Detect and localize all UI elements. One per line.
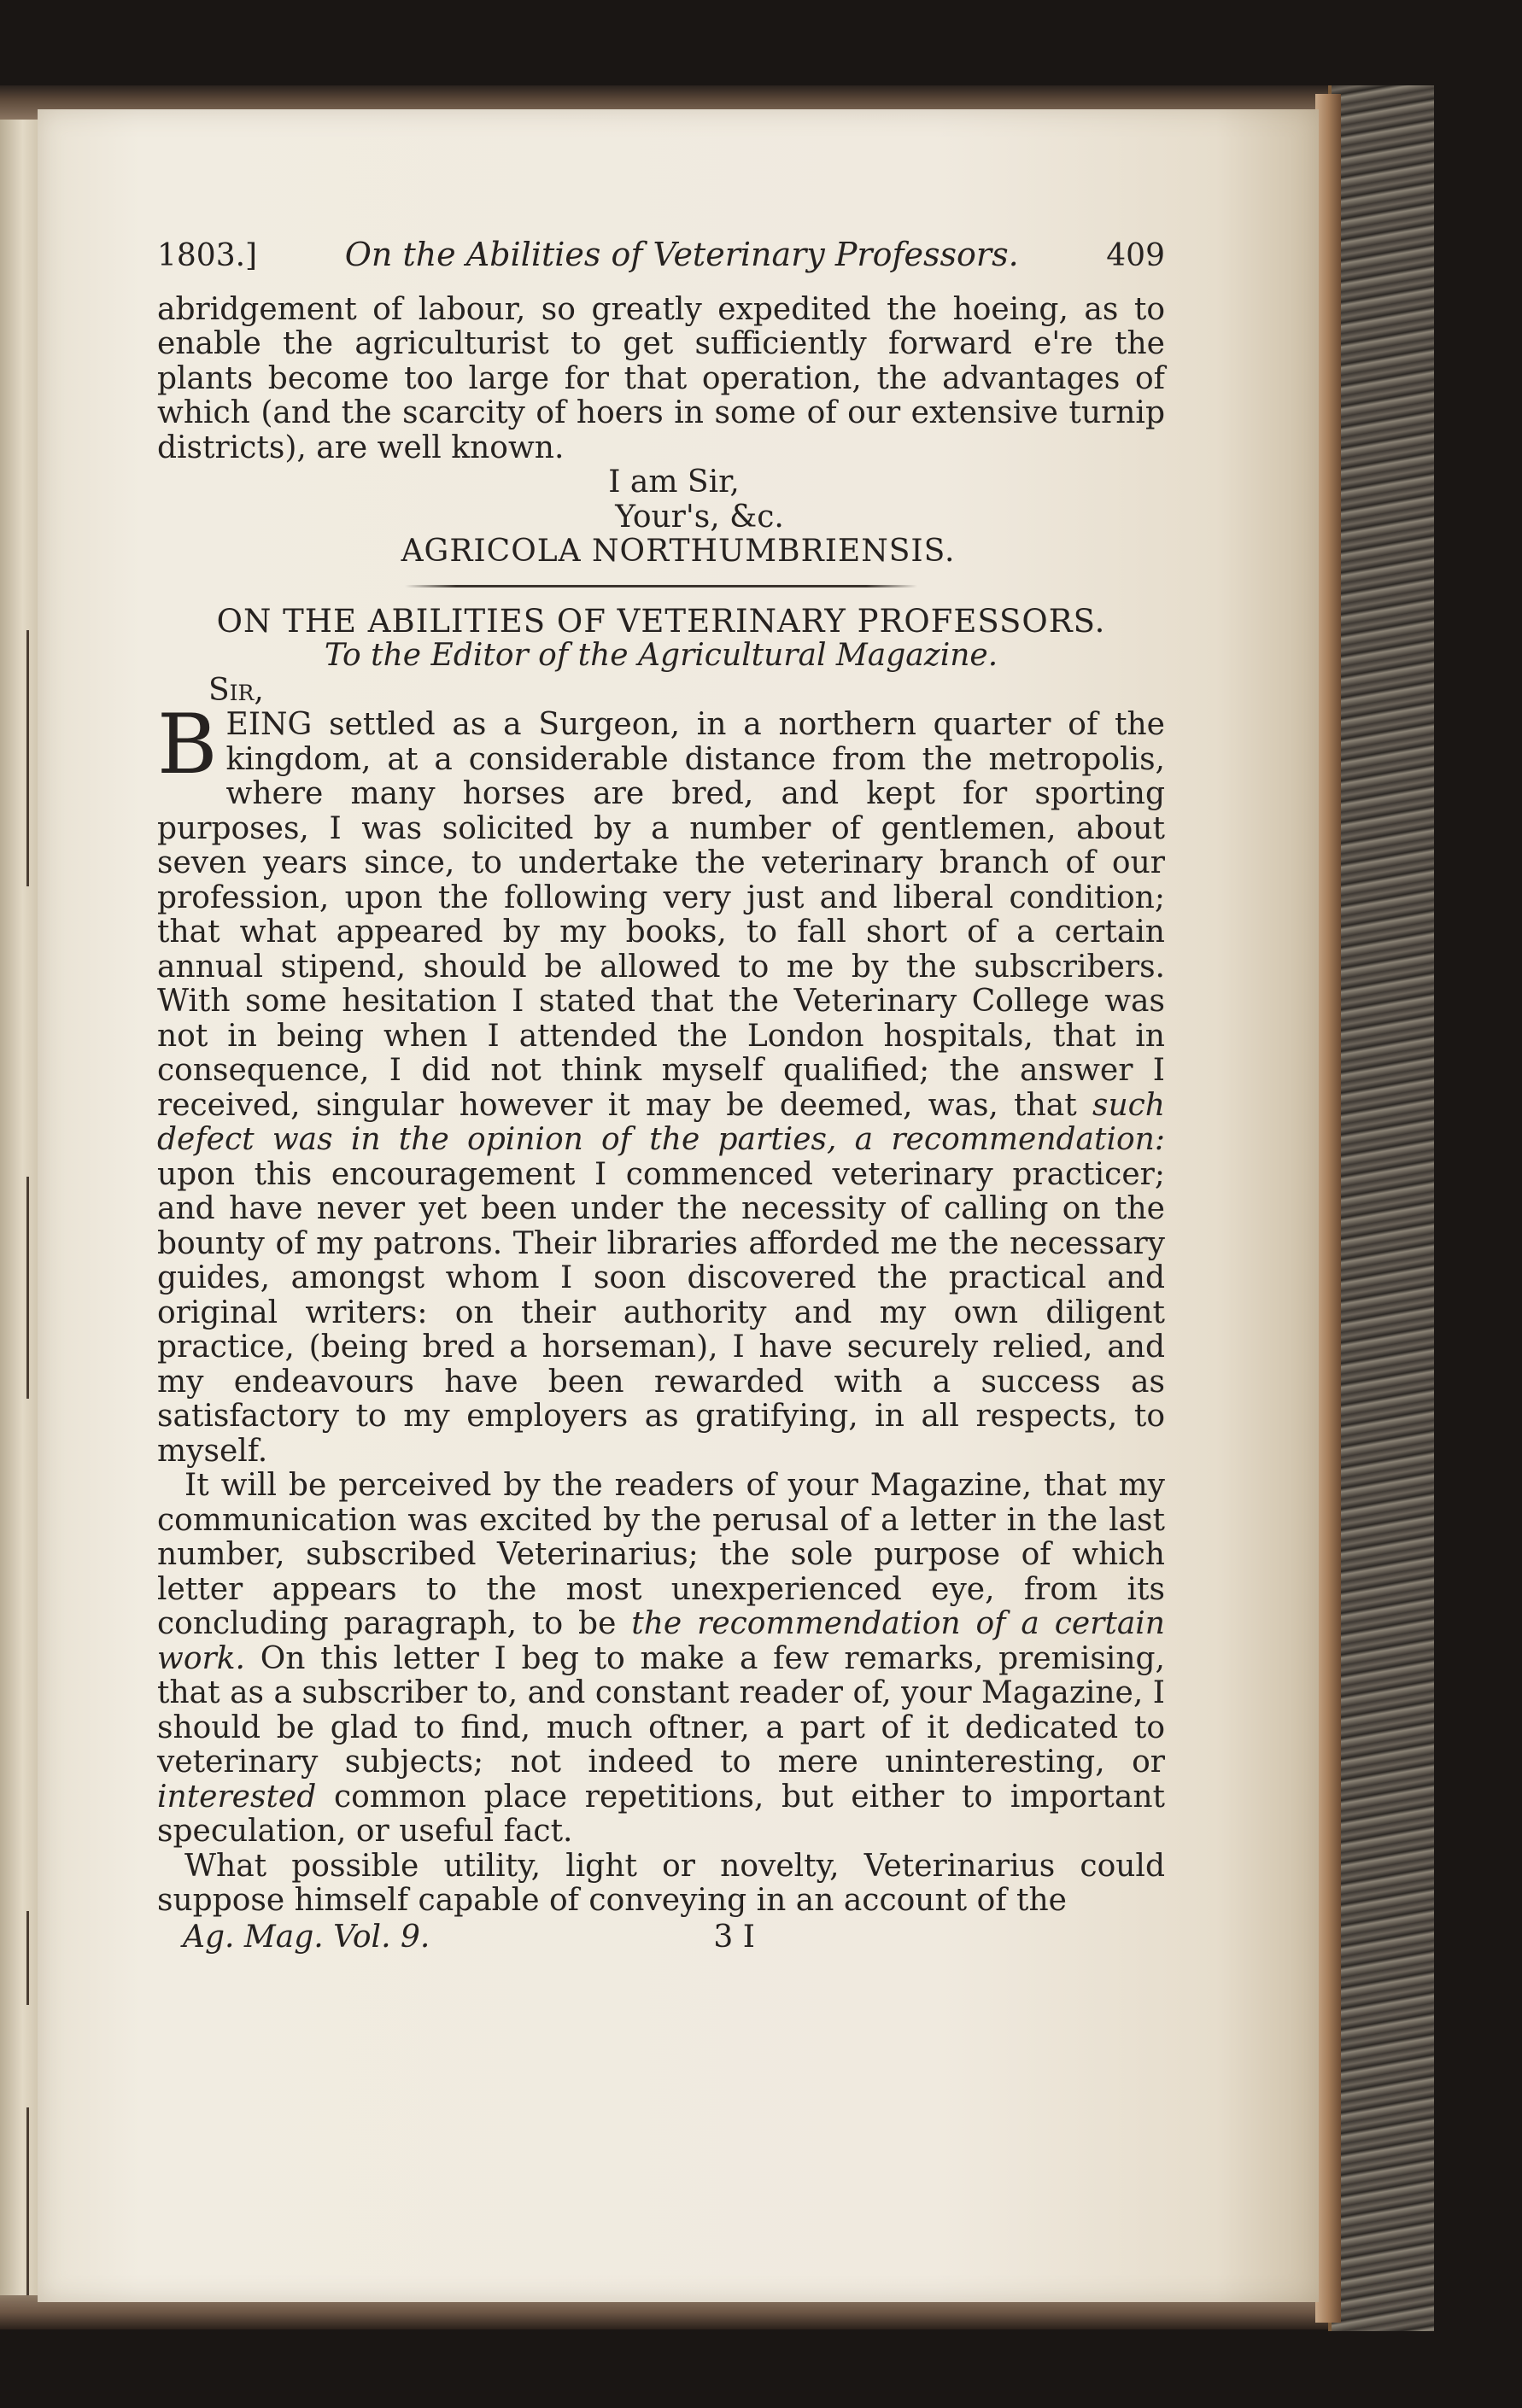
yours-line: Your's, &c. bbox=[615, 499, 784, 535]
article-title: ON THE ABILITIES OF VETERINARY PROFESSORS. bbox=[216, 602, 1106, 640]
page-number: 409 bbox=[1106, 238, 1165, 273]
running-head-title: On the Abilities of Veterinary Professors. bbox=[344, 236, 1019, 273]
paragraph-2-text-c: common place repetitions, but either to important speculation, or useful fact. bbox=[157, 1779, 1165, 1849]
running-head-year: 1803.] bbox=[157, 238, 258, 273]
facing-page-edge bbox=[0, 101, 38, 2312]
author-signature: AGRICOLA NORTHUMBRIENSIS. bbox=[401, 534, 956, 569]
marbled-cover-board bbox=[1328, 85, 1434, 2331]
paragraph-2-text-b: On this letter I beg to make a few remarks, premising, that as a subscriber to, and constant reader of, your Magazine, I should be glad to find, much oftner, a part of it dedicated to veterinary subjects; not indeed to mere uninteresting, or bbox=[157, 1640, 1165, 1780]
third-paragraph: What possible utility, light or novelty, Veterinarius could suppose himself capable of conveying in an account of the bbox=[157, 1848, 1165, 1918]
first-paragraph bbox=[157, 697, 1165, 1469]
leather-spine-edge bbox=[1315, 94, 1341, 2323]
closing-line: I am Sir, bbox=[608, 465, 740, 500]
addressee-line: To the Editor of the Agricultural Magazine. bbox=[324, 638, 998, 673]
page-footer bbox=[157, 1920, 1165, 1955]
second-paragraph bbox=[157, 1469, 1165, 1850]
section-divider bbox=[405, 585, 917, 587]
paragraph-1-italic: such defect was in the opinion of the parties, a recommendation: bbox=[157, 1087, 1165, 1157]
journal-volume: Ag. Mag. Vol. 9. bbox=[183, 1919, 430, 1955]
drop-cap: B bbox=[157, 697, 218, 792]
paragraph-1-text: settled as a Surgeon, in a northern quarter of the kingdom, at a considerable distance from the metropolis, where many horses are bred, and kept for sporting purposes, I was solicited by a number of gentlemen, about seven years since, to undertake the veterinary branch of our profession, upon the following very just and liberal condition; that what appeared by my books, to fall short of a certain annual stipend, should be allowed to me by the subscribers. With some hesitation I stated that the Veterinary College was not in being when I attended the London hospitals, that in consequence, I did not think myself qualified; the answer I received, singular however it may be deemed, was, that bbox=[157, 707, 1165, 1123]
facing-page-ink bbox=[26, 1911, 29, 2005]
book-page bbox=[38, 109, 1319, 2302]
paragraph-1-rest: upon this encouragement I commenced veterinary practicer; and have never yet been under the necessity of calling on the bounty of my patrons. Their libraries afforded me the necessary guides, amongst whom I soon discovered the practical and original writers: on their authority and my own diligent practice, (being bred a horseman), I have securely relied, and my endeavours have been rewarded with a success as satisfactory to my employers as gratifying, in all respects, to myself. bbox=[157, 1156, 1165, 1469]
paragraph-2-text: It will be perceived by the readers of your Magazine, that my communication was excited by the perusal of a letter in the last number, subscribed Veterinarius; the sole purpose of which letter appears to the most unexperienced eye, from its concluding paragraph, to be bbox=[157, 1468, 1165, 1641]
signature-mark: 3 I bbox=[713, 1919, 755, 1955]
paragraph-2-italic: the recommendation of a certain work. bbox=[157, 1606, 1165, 1676]
running-head bbox=[157, 237, 1165, 274]
facing-page-ink bbox=[26, 630, 29, 886]
previous-article-conclusion: abridgement of labour, so greatly expedited the hoeing, as to enable the agriculturist to get sufficiently forward e're the plants become too large for that operation, the advantages of which (and the scarcity of hoers in some of our extensive turnip districts), are well known. bbox=[157, 291, 1165, 465]
paragraph-2-italic-b: interested bbox=[157, 1779, 317, 1815]
first-word: EING bbox=[225, 707, 313, 742]
salutation: Sir, bbox=[208, 672, 264, 708]
page-text bbox=[157, 237, 1165, 1955]
facing-page-ink bbox=[26, 1177, 29, 1399]
